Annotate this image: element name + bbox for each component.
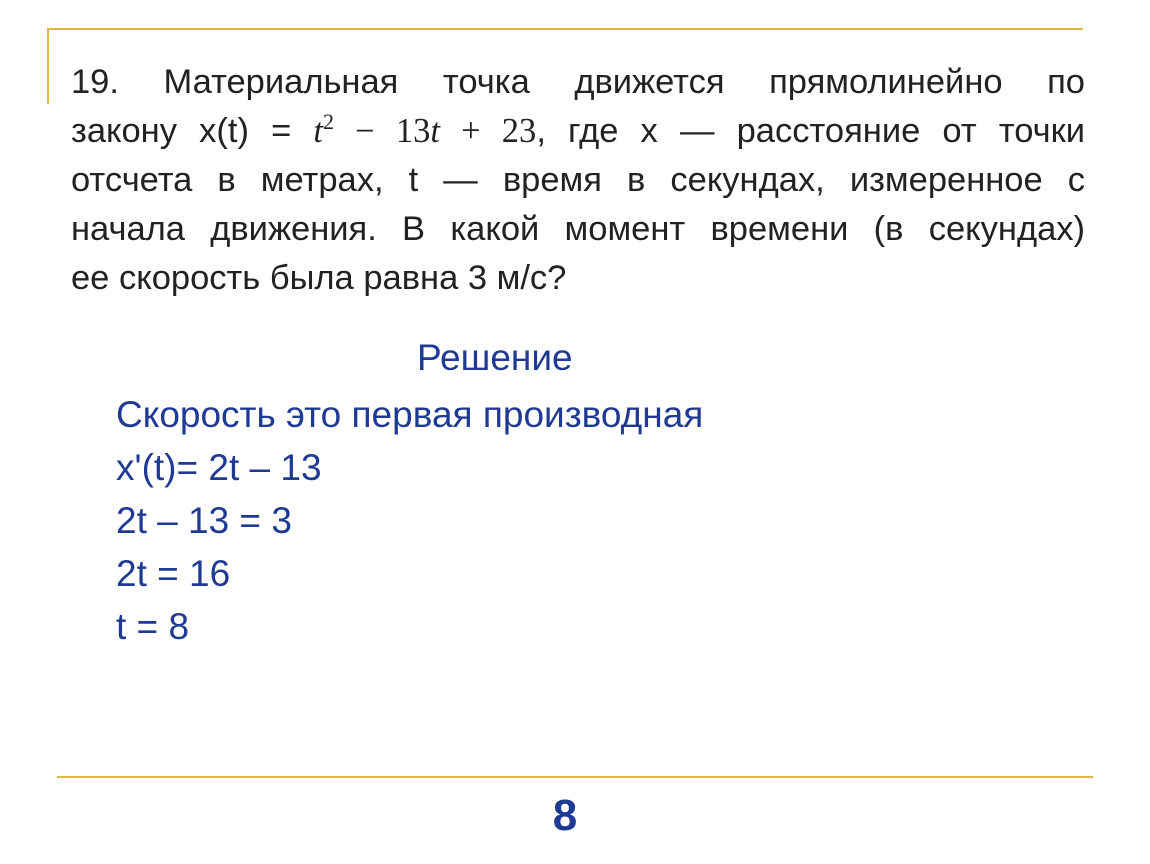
solution-step: t = 8 xyxy=(116,606,190,647)
problem-line-2-prefix: закону x(t) = xyxy=(71,112,292,150)
top-divider xyxy=(47,28,1083,30)
bottom-divider xyxy=(57,776,1093,778)
formula-term-plus: + 23 xyxy=(461,112,537,150)
solution-steps xyxy=(116,388,703,653)
left-divider xyxy=(47,28,49,104)
problem-line-5: ее скорость была равна 3 м/с? xyxy=(71,259,567,297)
page-number: 8 xyxy=(552,791,578,840)
problem-line-2-suffix: , где x — расстояние от точки xyxy=(536,112,1086,150)
formula-variable-t: t xyxy=(313,112,323,150)
motion-law-formula xyxy=(313,109,537,150)
problem-line-1: 19. Материальная точка движется прямолинейно по xyxy=(71,63,1085,101)
problem-statement xyxy=(71,58,1085,303)
solution-step: 2t = 16 xyxy=(116,553,231,594)
solution-step: 2t – 13 = 3 xyxy=(116,500,292,541)
problem-line-2 xyxy=(71,107,1085,156)
formula-exponent: 2 xyxy=(323,109,334,134)
formula-variable-t-2: t xyxy=(430,112,440,150)
solution-step: Скорость это первая производная xyxy=(116,394,704,435)
solution-step: x'(t)= 2t – 13 xyxy=(116,447,322,488)
formula-term-minus: − 13 xyxy=(355,112,431,150)
problem-line-4: начала движения. В какой момент времени (в секундах) xyxy=(71,210,1085,248)
solution-title: Решение xyxy=(417,337,573,378)
problem-line-3: отсчета в метрах, t — время в секундах, измеренное с xyxy=(71,161,1085,199)
